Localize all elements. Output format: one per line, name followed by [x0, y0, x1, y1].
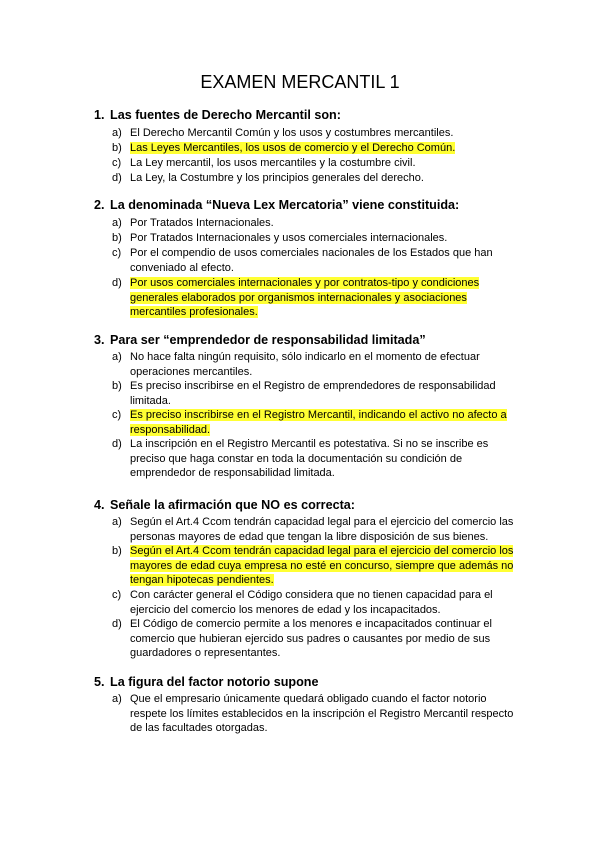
- highlighted-answer-line: Según el Art.4 Ccom tendrán capacidad legal para el ejercicio del comercio los: [130, 545, 514, 557]
- question-text: Para ser “emprendedor de responsabilidad limitada”: [110, 333, 426, 347]
- option-line: La inscripción en el Registro Mercantil es potestativa. Si no se inscribe es: [130, 438, 489, 450]
- question-number: 1.: [94, 108, 105, 122]
- question-text: Señale la afirmación que NO es correcta:: [110, 498, 355, 512]
- highlighted-answer-line: mayores de edad cuya empresa no esté en concurso, siempre que además no: [130, 559, 514, 572]
- option-letter: a): [112, 217, 122, 229]
- highlighted-answer-line: generales elaborados por organismos internacionales y asociaciones: [130, 291, 467, 304]
- question-heading: [94, 333, 426, 347]
- option-line: operaciones mercantiles.: [130, 365, 253, 378]
- option-letter: b): [112, 232, 122, 244]
- option-line: de las facultades otorgadas.: [130, 722, 268, 735]
- option-line: guardadores o representantes.: [130, 647, 281, 660]
- option-line: Según el Art.4 Ccom tendrán capacidad legal para el ejercicio del comercio las: [130, 516, 514, 528]
- highlighted-answer-line: Es preciso inscribirse en el Registro Mercantil, indicando el activo no afecto a: [130, 409, 507, 421]
- question-text: Las fuentes de Derecho Mercantil son:: [110, 108, 341, 122]
- option-line: preciso que haga constar en toda la documentación su condición de: [130, 452, 463, 465]
- option-letter: c): [112, 247, 122, 259]
- option-line: Por Tratados Internacionales.: [130, 217, 274, 229]
- option-letter: a): [112, 693, 122, 705]
- option-line: limitada.: [130, 394, 171, 407]
- highlighted-answer-line: Por usos comerciales internacionales y por contratos-tipo y condiciones: [130, 277, 480, 289]
- question-heading: [94, 108, 341, 122]
- option-line: La Ley, la Costumbre y los principios generales del derecho.: [130, 172, 424, 184]
- question-number: 2.: [94, 198, 105, 212]
- question-heading: [94, 198, 459, 212]
- option-letter: a): [112, 516, 122, 528]
- option-line: Es preciso inscribirse en el Registro de emprendedores de responsabilidad: [130, 380, 496, 392]
- option-line: Por Tratados Internacionales y usos comerciales internacionales.: [130, 232, 448, 244]
- option-letter: d): [112, 438, 122, 450]
- option-line: El Código de comercio permite a los menores e incapacitados continuar el: [130, 618, 492, 630]
- option-letter: b): [112, 380, 122, 392]
- option-line: El Derecho Mercantil Común y los usos y costumbres mercantiles.: [130, 127, 454, 139]
- option-letter: a): [112, 351, 122, 363]
- option-line: respete los límites establecidos en la inscripción el Registro Mercantil respecto: [130, 707, 514, 720]
- question-text: La denominada “Nueva Lex Mercatoria” viene constituida:: [110, 198, 460, 212]
- option-line: personas mayores de edad que tengan la libre disposición de sus bienes.: [130, 530, 489, 543]
- question-number: 3.: [94, 333, 105, 347]
- option-letter: c): [112, 409, 122, 421]
- highlighted-answer-line: tengan hipotecas pendientes.: [130, 574, 274, 587]
- option-letter: d): [112, 277, 122, 289]
- option-line: La Ley mercantil, los usos mercantiles y la costumbre civil.: [130, 157, 416, 169]
- option-letter: d): [112, 172, 122, 184]
- page-title: EXAMEN MERCANTIL 1: [200, 72, 400, 92]
- question-heading: [94, 675, 319, 689]
- highlighted-answer-line: responsabilidad.: [130, 423, 211, 436]
- question-text: La figura del factor notorio supone: [110, 675, 319, 689]
- question-number: 4.: [94, 498, 105, 512]
- highlighted-answer-line: Las Leyes Mercantiles, los usos de comercio y el Derecho Común.: [130, 142, 456, 154]
- option-line: emprendedor de responsabilidad limitada.: [130, 467, 335, 480]
- option-line: No hace falta ningún requisito, sólo indicarlo en el momento de efectuar: [130, 351, 480, 363]
- option-letter: b): [112, 142, 122, 154]
- option-letter: c): [112, 589, 122, 601]
- option-line: comercio que hubieran ejercido sus padres o causantes por medio de sus: [130, 632, 491, 645]
- option-line: Con carácter general el Código considera que no tienen capacidad para el: [130, 589, 493, 601]
- option-letter: c): [112, 157, 122, 169]
- question-heading: [94, 498, 355, 512]
- option-letter: b): [112, 545, 122, 557]
- option-letter: a): [112, 127, 122, 139]
- highlighted-answer-line: mercantiles profesionales.: [130, 306, 258, 319]
- option-letter: d): [112, 618, 122, 630]
- option-line: ejercicio del comercio los menores de edad y los incapacitados.: [130, 603, 441, 616]
- question-number: 5.: [94, 675, 105, 689]
- option-line: Por el compendio de usos comerciales nacionales de los Estados que han: [130, 247, 493, 259]
- option-line: conveniado al efecto.: [130, 261, 234, 274]
- option-line: Que el empresario únicamente quedará obligado cuando el factor notorio: [130, 693, 487, 705]
